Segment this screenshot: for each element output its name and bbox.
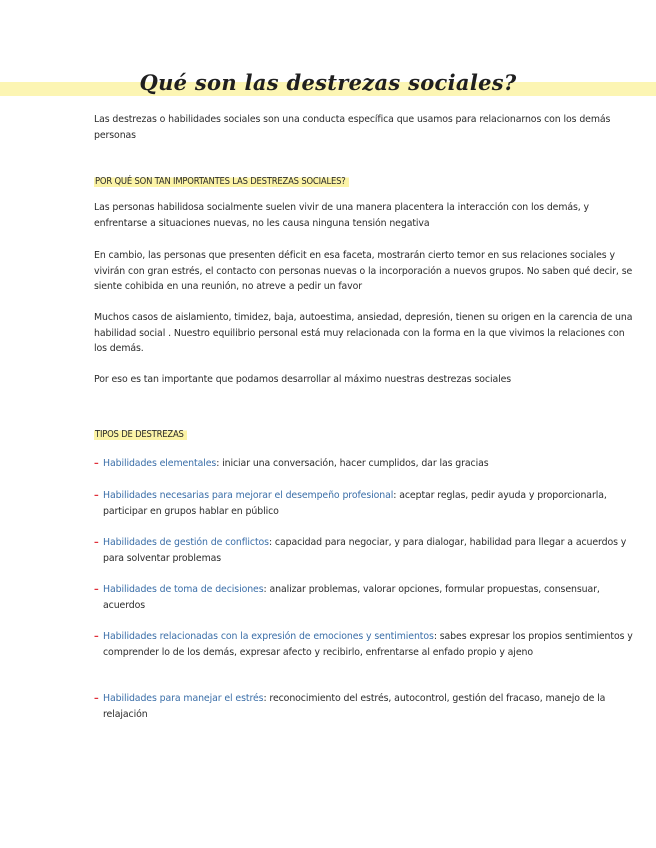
dash-bullet: –	[94, 693, 99, 704]
skill-name: Habilidades necesarias para mejorar el desempeño profesional	[103, 490, 394, 501]
dash-bullet: –	[94, 490, 99, 501]
paragraph-4: Por eso es tan importante que podamos desarrollar al máximo nuestras destrezas sociales	[94, 374, 512, 385]
list-item	[94, 488, 639, 519]
skill-description: : iniciar una conversación, hacer cumplidos, dar las gracias	[216, 458, 489, 469]
dash-bullet: –	[94, 458, 99, 469]
page-title: Qué son las destrezas sociales?	[139, 70, 517, 95]
list-item	[94, 691, 639, 722]
skill-description: : aceptar reglas, pedir ayuda y proporcionarla, participar en grupos hablar en público	[103, 490, 607, 517]
paragraph-2: En cambio, las personas que presenten déficit en esa faceta, mostrarán cierto temor en sus relaciones sociales y vivirán con gran estrés, el contacto con personas nuevas o la incorporación a nuevos grupos. No saben qué decir, se siente cohibida en una reunión, no atreve a pedir un favor	[94, 250, 633, 292]
skill-name: Habilidades relacionadas con la expresión de emociones y sentimientos	[103, 631, 434, 642]
section-heading-importance: POR QUÉ SON TAN IMPORTANTES LAS DESTREZAS SOCIALES?	[94, 175, 349, 188]
skill-description: : analizar problemas, valorar opciones, formular propuestas, consensuar, acuerdos	[103, 584, 600, 611]
skill-name: Habilidades de gestión de conflictos	[103, 537, 269, 548]
list-item	[94, 535, 639, 566]
skill-name: Habilidades para manejar el estrés	[103, 693, 264, 704]
skill-description: : sabes expresar los propios sentimientos y comprender lo de los demás, expresar afecto y recibirlo, enfrentarse al enfado propio y ajeno	[103, 631, 633, 658]
dash-bullet: –	[94, 584, 99, 595]
dash-bullet: –	[94, 537, 99, 548]
skill-description: : reconocimiento del estrés, autocontrol, gestión del fracaso, manejo de la relajación	[103, 693, 606, 720]
intro-paragraph: Las destrezas o habilidades sociales son una conducta específica que usamos para relacionarnos con los demás personas	[94, 114, 611, 141]
section-heading-types: TIPOS DE DESTREZAS	[94, 428, 187, 441]
list-item	[94, 582, 639, 613]
skill-description: : capacidad para negociar, y para dialogar, habilidad para llegar a acuerdos y para solventar problemas	[103, 537, 627, 564]
skill-name: Habilidades de toma de decisiones	[103, 584, 264, 595]
paragraph-3: Muchos casos de aislamiento, timidez, baja, autoestima, ansiedad, depresión, tienen su origen en la carencia de una habilidad social . Nuestro equilibrio personal está muy relacionada con la forma en la que vivimos la relaciones con los demás.	[94, 312, 633, 354]
list-item	[94, 629, 639, 660]
dash-bullet: –	[94, 631, 99, 642]
skill-name: Habilidades elementales	[103, 458, 217, 469]
list-item	[94, 456, 639, 472]
paragraph-1: Las personas habilidosa socialmente suelen vivir de una manera placentera la interacción con los demás, y enfrentarse a situaciones nuevas, no les causa ninguna tensión negativa	[94, 202, 590, 229]
